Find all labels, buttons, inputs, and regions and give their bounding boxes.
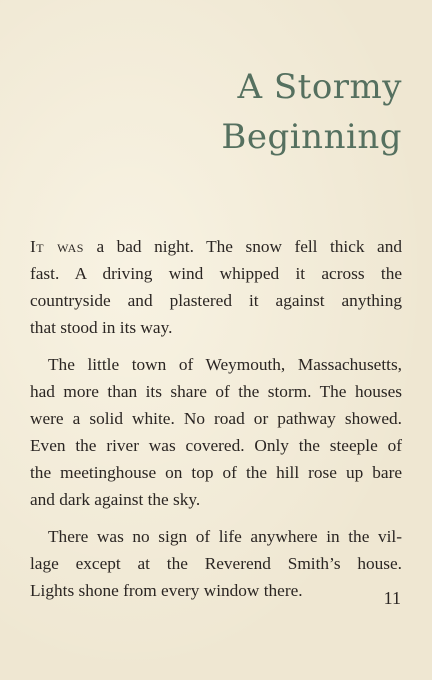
paragraph-line: Even the river was covered. Only the steeple of — [30, 436, 402, 455]
paragraph-spacer — [30, 513, 402, 523]
paragraph — [30, 523, 402, 604]
paragraph-line: were a solid white. No road or pathway showed. — [30, 409, 402, 428]
line-text: a bad night. The snow fell thick and — [83, 237, 402, 256]
paragraph-line: fast. A driving wind whipped it across the — [30, 264, 402, 283]
paragraph-line: countryside and plastered it against anything — [30, 291, 402, 310]
paragraph-line: that stood in its way. — [30, 318, 173, 337]
paragraph — [30, 351, 402, 513]
paragraph-line: Lights shone from every window there. — [30, 581, 303, 600]
paragraph-line: had more than its share of the storm. The houses — [30, 382, 402, 401]
opening-smallcaps: It was — [30, 237, 84, 256]
page-number: 11 — [383, 588, 401, 608]
paragraph-line: lage except at the Reverend Smith’s house. — [30, 554, 402, 573]
paragraph-line: and dark against the sky. — [30, 490, 201, 509]
chapter-title-line-1: A Stormy — [237, 67, 402, 107]
paragraph-line: The little town of Weymouth, Massachusetts, — [48, 355, 402, 374]
paragraph-spacer — [30, 341, 402, 351]
paragraph-line — [30, 233, 402, 260]
paragraph — [30, 233, 402, 341]
paragraph-line: the meetinghouse on top of the hill rose up bare — [30, 463, 402, 482]
chapter-body-text — [30, 233, 402, 604]
paragraph-line: There was no sign of life anywhere in the vil- — [48, 527, 402, 546]
chapter-title-line-2: Beginning — [221, 117, 402, 157]
chapter-title — [102, 62, 402, 162]
